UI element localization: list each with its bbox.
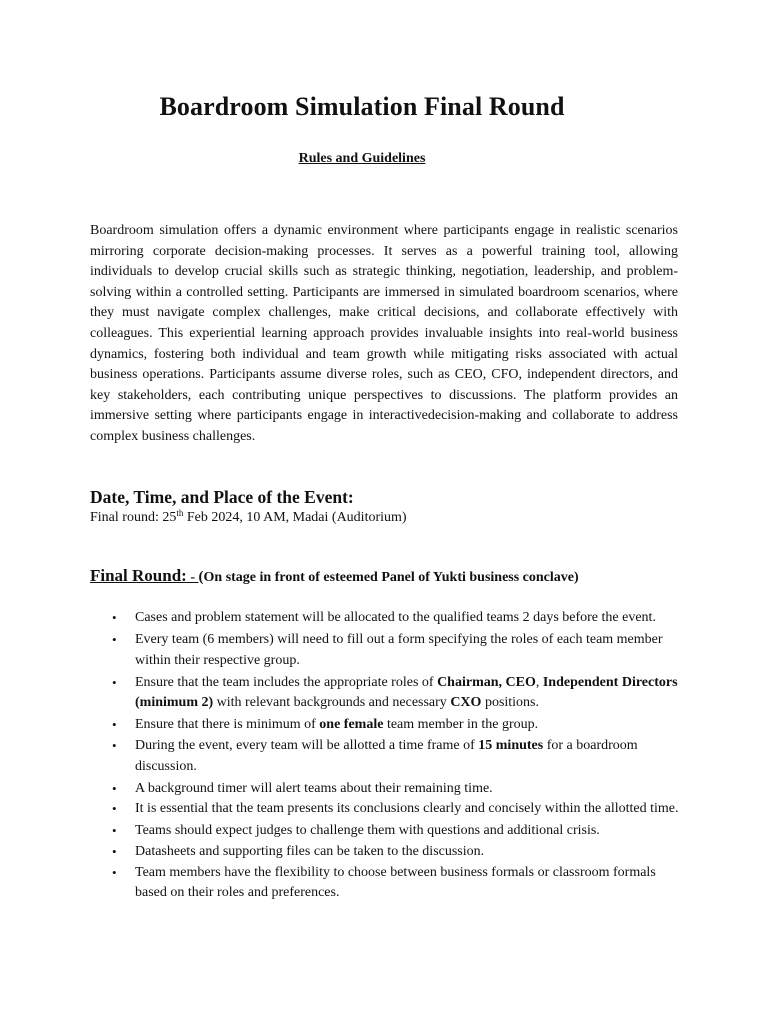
final-round-label: Final Round: (90, 566, 187, 585)
final-round-heading (90, 566, 579, 586)
rule-text: Ensure that the team includes the appropriate roles of (135, 674, 438, 690)
rule-text: , (535, 674, 543, 690)
date-ordinal-suffix: th (176, 508, 184, 518)
rule-text: Ensure that there is minimum of (135, 717, 320, 733)
rule-item: • A background timer will alert teams about their remaining time. (108, 779, 680, 800)
event-details (90, 510, 407, 526)
rule-emphasis: Independent Directors (minimum 2) (135, 674, 678, 711)
rule-item: • Team members have the flexibility to choose between business formals or classroom formals based on their roles and preferences. (108, 863, 680, 904)
rule-emphasis: Chairman, CEO (437, 674, 536, 690)
final-round-description: On stage in front of esteemed Panel of Yukti business conclave) (203, 570, 579, 585)
rule-item (108, 736, 680, 777)
rule-text: team member in the group. (383, 717, 539, 733)
rule-item: • It is essential that the team presents its conclusions clearly and concisely within the allotted time. (108, 799, 680, 820)
rule-item: • Teams should expect judges to challenge them with questions and additional crisis. (108, 821, 680, 842)
page-title: Boardroom Simulation Final Round (159, 92, 565, 121)
rule-text: positions. (481, 695, 540, 711)
intro-paragraph: Boardroom simulation offers a dynamic environment where participants engage in realistic scenarios mirroring corporate decision-making processes. It serves as a powerful training tool, allowing individuals to develop crucial skills such as strategic thinking, negotiation, leadership, and problem-solving within a controlled setting. Participants are immersed in simulated boardroom scenarios, where they must navigate complex challenges, make critical decisions, and collaborate effectively with colleagues. This experiential learning approach provides invaluable insights into real-world business dynamics, fostering both individual and team growth while mitigating risks associated with actual business operations. Participants assume diverse roles, such as CEO, CFO, independent directors, and key stakeholders, each contributing unique perspectives to discussions. The platform provides an immersive setting where participants engage in interactivedecision-making and collaborate to address complex business challenges. (90, 223, 678, 444)
rule-text: During the event, every team will be allotted a time frame of (135, 738, 479, 754)
rule-text: for a boardroom discussion. (135, 738, 638, 774)
rule-item (108, 715, 680, 736)
rule-item: • Cases and problem statement will be allocated to the qualified teams 2 days before the event. (108, 608, 680, 629)
rule-item: • Datasheets and supporting files can be taken to the discussion. (108, 842, 680, 863)
final-round-separator: - (186, 570, 199, 585)
rule-item: • Every team (6 members) will need to fill out a form specifying the roles of each team member within their respective group. (108, 630, 680, 671)
rule-emphasis: 15 minutes (478, 738, 544, 754)
rule-item (108, 673, 680, 714)
page-subtitle: Rules and Guidelines (298, 151, 426, 166)
rule-emphasis: CXO (450, 695, 482, 711)
final-round-paren: ( (198, 569, 204, 585)
event-date-prefix: Final round: 25 (90, 510, 177, 525)
event-heading: Date, Time, and Place of the Event: (90, 487, 354, 507)
event-date-rest: Feb 2024, 10 AM, Madai (Auditorium) (183, 510, 407, 525)
rules-list (108, 608, 680, 904)
rule-emphasis: one female (319, 717, 384, 733)
rule-text: with relevant backgrounds and necessary (213, 695, 451, 711)
